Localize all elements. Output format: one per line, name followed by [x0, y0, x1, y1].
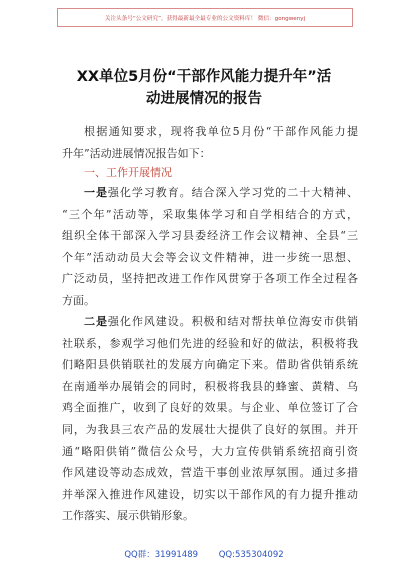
paragraph-line-text: 强化作风建设。积极和结对帮扶单位海安市供销 [107, 315, 359, 328]
paragraph-line: 作风建设等动态成效，营造干事创业浓厚氛围。通过多措 [62, 466, 358, 480]
paragraph-line: 在南通举办展销会的同时，积极将我县的蜂蜜、黄精、乌 [62, 379, 358, 393]
paragraph-lead: 二是 [84, 315, 108, 328]
intro-line: 根据通知要求，现将我单位5月份“干部作风能力提 [84, 125, 358, 138]
paragraph-line: 方面。 [62, 293, 95, 307]
paragraph-line: “三个年”活动等，采取集体学习和自学相结合的方式， [62, 207, 358, 221]
footer-qq: QQ:535304092 [218, 550, 284, 560]
paragraph-lead: 一是 [84, 186, 108, 199]
paragraph-style-building [62, 311, 358, 527]
paragraph-line: 鸡全面推广，收到了良好的效果。与企业、单位签订了合 [62, 401, 358, 415]
paragraph-line: 社联系，参观学习他们先进的经验和好的做法，积极将我 [62, 336, 358, 350]
promo-banner-text: 关注头条号“公文研究”，获得最新最全最专业的公文资料库！ 微信：gongwenyj [104, 15, 306, 22]
paragraph-line: 同，为我县三农产品的发展壮大提供了良好的氛围。并开 [62, 422, 358, 436]
intro-paragraph [62, 121, 358, 164]
page-footer [0, 548, 408, 560]
intro-line: 升年”活动进展情况报告如下： [62, 146, 211, 160]
paragraph-line: 工作落实、展示供销形象。 [62, 509, 194, 523]
paragraph-line: 广泛动员，坚持把改进工作作风贯穿于各项工作全过程各 [62, 272, 358, 286]
document-title-line-2: 动进展情况的报告 [146, 91, 262, 107]
paragraph-line: 个年”活动动员大会等会议文件精神，进一步统一思想、 [62, 250, 358, 264]
document-title-line-1: XX单位5月份“干部作风能力提升年”活 [76, 69, 332, 85]
footer-qq-group: QQ群：31991489 [124, 550, 199, 560]
paragraph-study-education [62, 182, 358, 312]
paragraph-line [62, 311, 358, 333]
promo-banner [57, 8, 353, 27]
paragraph-line: 们略阳县供销联社的发展方向确定下来。借助省供销系统 [62, 358, 358, 372]
paragraph-line: 通“略阳供销”微信公众号，大力宣传供销系统招商引资 [62, 444, 358, 458]
paragraph-line-text: 强化学习教育。结合深入学习党的二十大精神、 [107, 186, 359, 199]
paragraph-line: 并举深入推进作风建设，切实以干部作风的有力提升推动 [62, 487, 358, 501]
paragraph-line: 组织全体干部深入学习县委经济工作会议精神、全县“三 [62, 229, 358, 243]
section-heading: 一、工作开展情况 [84, 166, 172, 179]
paragraph-line [62, 182, 358, 204]
